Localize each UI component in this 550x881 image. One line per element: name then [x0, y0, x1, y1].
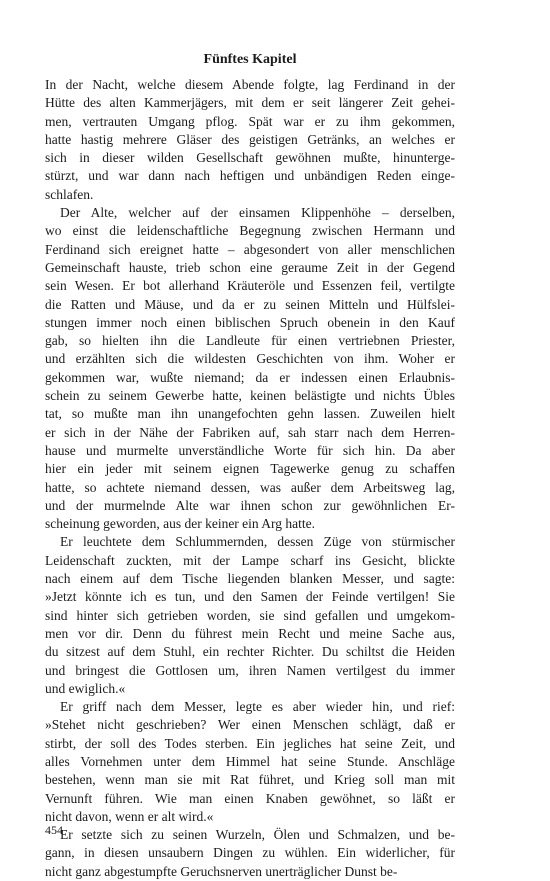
text-line: nicht davon, wenn er alt wird.«: [45, 808, 214, 824]
text-line: stirbt, der soll des Todes sterben. Ein jegliches hat seine Zeit, und: [45, 735, 455, 751]
text-line: gann, in diesen unsaubern Dingen zu wühlen. Ein widerlicher, für: [45, 845, 455, 861]
text-line: sind hinter sich getrieben worden, sie sind gefallen und umgekom-: [45, 607, 455, 623]
text-line: stürzt, und war dann nach heftigen und unbändigen Reden einge-: [45, 168, 455, 184]
text-line: und ewiglich.«: [45, 680, 126, 696]
text-line: hatte hastig mehrere Gläser des geistigen Getränks, an welches er: [45, 131, 455, 147]
text-line: Hütte des alten Kammerjägers, mit dem er seit längerer Zeit gehei-: [45, 95, 455, 111]
text-line: »Jetzt könnte ich es tun, und den Samen der Feinde vertilgen! Sie: [45, 589, 455, 605]
text-line: gab, so hielten ihn die Landleute für einen vertriebnen Priester,: [45, 333, 455, 349]
text-line: Er leuchtete dem Schlummernden, dessen Züge von stürmischer: [60, 534, 455, 550]
paragraph: [45, 533, 455, 698]
text-line: men vor dir. Denn du führest mein Recht und meine Sache aus,: [45, 625, 455, 641]
text-line: men, vertrauten Umgang pflog. Spät war er zu ihm gekommen,: [45, 113, 455, 129]
text-line: In der Nacht, welche diesem Abende folgte, lag Ferdinand in der: [45, 77, 455, 92]
text-line: und der murmelnde Alte war ihnen schon zur gewöhnlichen Er-: [45, 497, 455, 513]
text-line: hier ein jeder mit seinem eignen Tagewerke genug zu schaffen: [45, 461, 455, 477]
text-line: bestehen, wenn man sie mit Rat führet, und Krieg soll man mit: [45, 772, 455, 788]
text-line: schlafen.: [45, 186, 94, 202]
book-page: [45, 0, 455, 880]
text-line: Der Alte, welcher auf der einsamen Klippenhöhe – derselben,: [60, 205, 455, 221]
text-line: stungen immer noch einen biblischen Spruch obenein in den Kauf: [45, 314, 455, 330]
paragraph: [45, 204, 455, 533]
paragraph: [45, 76, 455, 204]
text-line: wo einst die leidenschaftliche Begegnung zwischen Hermann und: [45, 223, 455, 239]
text-line: »Stehet nicht geschrieben? Wer einen Menschen schlägt, daß er: [45, 717, 455, 733]
text-line: hause und murmelte unverständliche Worte für sich hin. Da aber: [45, 442, 455, 458]
page-number: 454: [45, 823, 63, 837]
text-line: sich in dieser wilden Gesellschaft gewöhnen mußte, hinunterge-: [45, 150, 455, 166]
text-line: Ferdinand sich ereignet hatte – abgesondert von aller menschlichen: [45, 241, 455, 257]
text-line: und bringest die Gottlosen um, ihren Namen vertilgest du immer: [45, 662, 455, 678]
text-line: Leidenschaft zuckten, mit der Lampe scharf ins Gesicht, blickte: [45, 552, 455, 568]
text-line: hatte, so achtete niemand dessen, was außer dem Arbeitsweg lag,: [45, 479, 455, 495]
text-line: die Ratten und Mäuse, und da er zu seinen Mitteln und Hülfslei-: [45, 296, 455, 312]
text-line: alles Vornehmen unter dem Himmel hat seine Stunde. Anschläge: [45, 753, 455, 769]
text-line: schein zu seinem Gewerbe hatte, keinen belästigte und nichts Übles: [45, 388, 455, 404]
text-line: scheinung geworden, aus der keiner ein Arg hatte.: [45, 516, 316, 532]
text-line: Er griff nach dem Messer, legte es aber wieder hin, und rief:: [60, 699, 455, 715]
body-text: [45, 76, 455, 881]
paragraph: [45, 826, 455, 881]
text-line: nach einem auf dem Tische liegenden blanken Messer, und sagte:: [45, 571, 455, 587]
text-line: und erzählten sich die wildesten Geschichten von ihm. Woher er: [45, 351, 455, 367]
text-line: nicht ganz abgestumpfte Geruchsnerven unerträglicher Dunst be-: [45, 863, 398, 879]
text-line: Vernunft führen. Wie man einen Knaben gewöhnet, so läßt er: [45, 790, 455, 806]
text-line: er sich in der Nähe der Fabriken auf, sah starr nach dem Herren-: [45, 424, 455, 440]
text-line: Gemeinschaft hauste, trieb schon eine geraume Zeit in der Gegend: [45, 259, 455, 275]
text-line: sein Wesen. Er bot allerhand Kräuteröle und Essenzen feil, vertilgte: [45, 278, 455, 294]
paragraph: [45, 698, 455, 826]
text-line: Er setzte sich zu seinen Wurzeln, Ölen und Schmalzen, und be-: [60, 827, 455, 843]
text-line: tat, so mußte man ihn unangefochten gehn lassen. Zuweilen hielt: [45, 406, 455, 422]
text-line: du sitzest auf dem Stuhl, ein rechter Richter. Du schiltst die Heiden: [45, 644, 455, 660]
chapter-title: Fünftes Kapitel: [203, 52, 297, 67]
text-line: gekommen war, wußte niemand; da er indessen einen Erlaubnis-: [45, 369, 455, 385]
